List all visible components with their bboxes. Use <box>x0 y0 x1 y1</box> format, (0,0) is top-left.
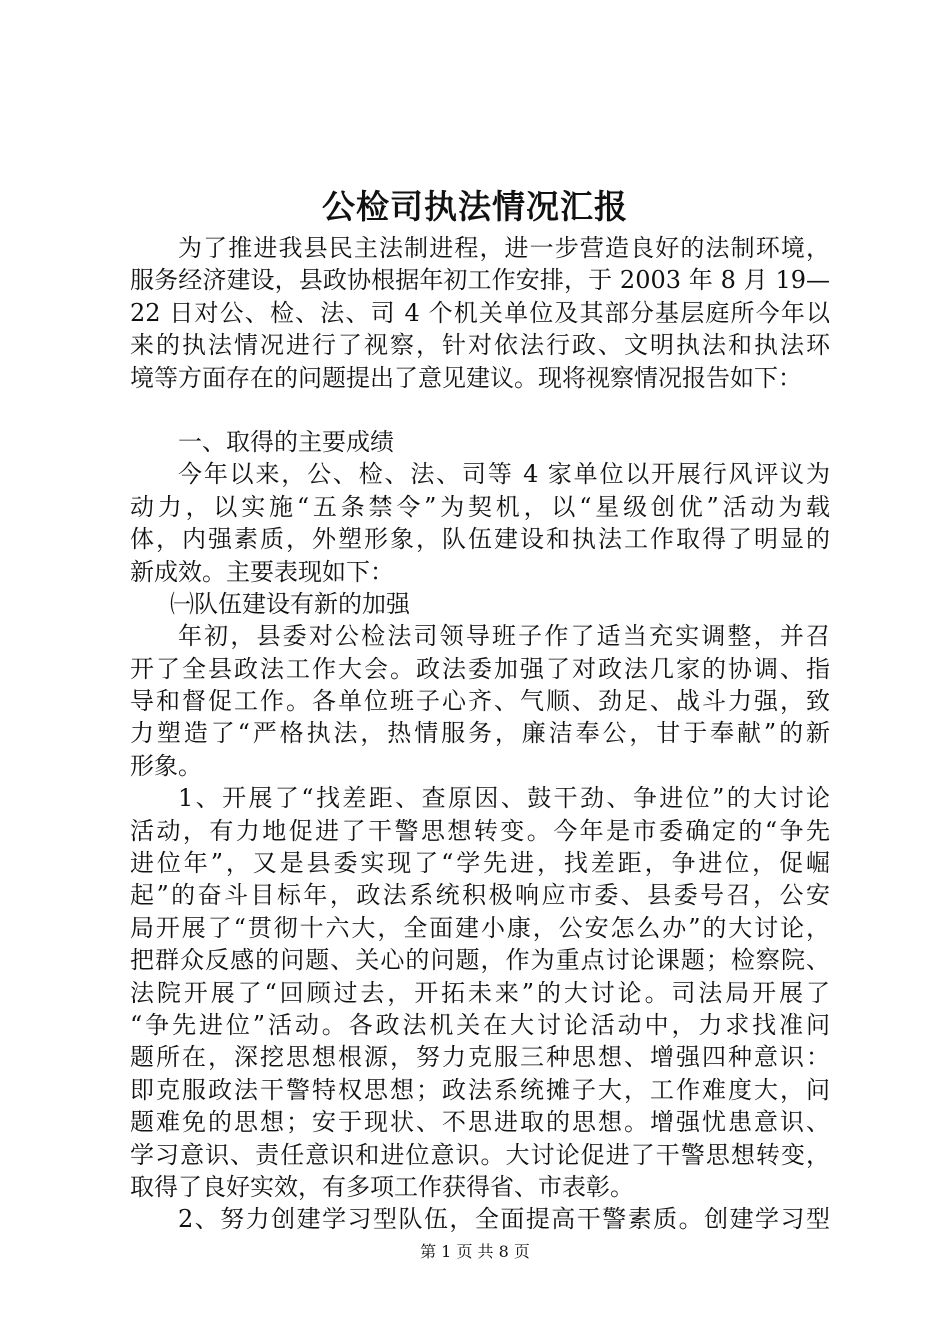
paragraph-line: 形象。 <box>130 751 202 780</box>
paragraph-line: 即克服政法干警特权思想；政法系统摊子大，工作难度大，问 <box>130 1075 830 1104</box>
paragraph-line: 新成效。主要表现如下： <box>130 557 394 586</box>
paragraph-line: 服务经济建设，县政协根据年初工作安排，于 2003 年 8 月 19— <box>130 266 830 295</box>
paragraph-line: 活动，有力地促进了干警思想转变。今年是市委确定的“争先 <box>130 816 830 845</box>
paragraph-line: “争先进位”活动。各政法机关在大讨论活动中，力求找准问 <box>130 1010 830 1039</box>
document-title: 公检司执法情况汇报 <box>322 187 628 226</box>
paragraph-line: 2、努力创建学习型队伍，全面提高干警素质。创建学习型 <box>178 1205 830 1234</box>
paragraph-line: 22 日对公、检、法、司 4 个机关单位及其部分基层庭所今年以 <box>130 298 830 327</box>
paragraph-line: 来的执法情况进行了视察，针对依法行政、文明执法和执法环 <box>130 331 830 360</box>
document-body <box>130 232 830 1236</box>
paragraph-line: 学习意识、责任意识和进位意识。大讨论促进了干警思想转变， <box>130 1140 830 1169</box>
paragraph-line: 把群众反感的问题、关心的问题，作为重点讨论课题；检察院、 <box>130 946 830 975</box>
paragraph-line: 境等方面存在的问题提出了意见建议。现将视察情况报告如下： <box>130 363 802 392</box>
page-number-footer: 第 1 页 共 8 页 <box>420 1242 530 1261</box>
paragraph-line: 进位年”，又是县委实现了“学先进，找差距，争进位，促崛 <box>130 849 830 878</box>
subsection-heading: ㈠队伍建设有新的加强 <box>170 589 410 618</box>
paragraph-line: 为了推进我县民主法制进程，进一步营造良好的法制环境， <box>178 234 830 262</box>
paragraph-gap <box>130 394 830 426</box>
paragraph-line: 今年以来，公、检、法、司等 4 家单位以开展行风评议为 <box>178 460 830 489</box>
paragraph-line: 体，内强素质，外塑形象，队伍建设和执法工作取得了明显的 <box>130 525 830 554</box>
paragraph-line: 1、开展了“找差距、查原因、鼓干劲、争进位”的大讨论 <box>178 784 830 813</box>
paragraph-line: 题所在，深挖思想根源，努力克服三种思想、增强四种意识： <box>130 1043 830 1072</box>
section-heading: 一、取得的主要成绩 <box>178 427 394 456</box>
paragraph-line: 起”的奋斗目标年，政法系统积极响应市委、县委号召，公安 <box>130 881 830 910</box>
paragraph-line: 法院开展了“回顾过去，开拓未来”的大讨论。司法局开展了 <box>130 978 830 1007</box>
paragraph-line: 取得了良好实效，有多项工作获得省、市表彰。 <box>130 1172 634 1201</box>
paragraph-line: 力塑造了“严格执法，热情服务，廉洁奉公，甘于奉献”的新 <box>130 719 830 748</box>
paragraph-line: 年初，县委对公检法司领导班子作了适当充实调整，并召 <box>178 622 830 651</box>
paragraph-line: 动力，以实施“五条禁令”为契机，以“星级创优”活动为载 <box>130 492 830 521</box>
paragraph-line: 局开展了“贯彻十六大，全面建小康，公安怎么办”的大讨论， <box>130 913 830 942</box>
paragraph-line: 开了全县政法工作大会。政法委加强了对政法几家的协调、指 <box>130 654 830 683</box>
paragraph-line: 导和督促工作。各单位班子心齐、气顺、劲足、战斗力强，致 <box>130 687 830 716</box>
paragraph-line: 题难免的思想；安于现状、不思进取的思想。增强忧患意识、 <box>130 1108 830 1137</box>
